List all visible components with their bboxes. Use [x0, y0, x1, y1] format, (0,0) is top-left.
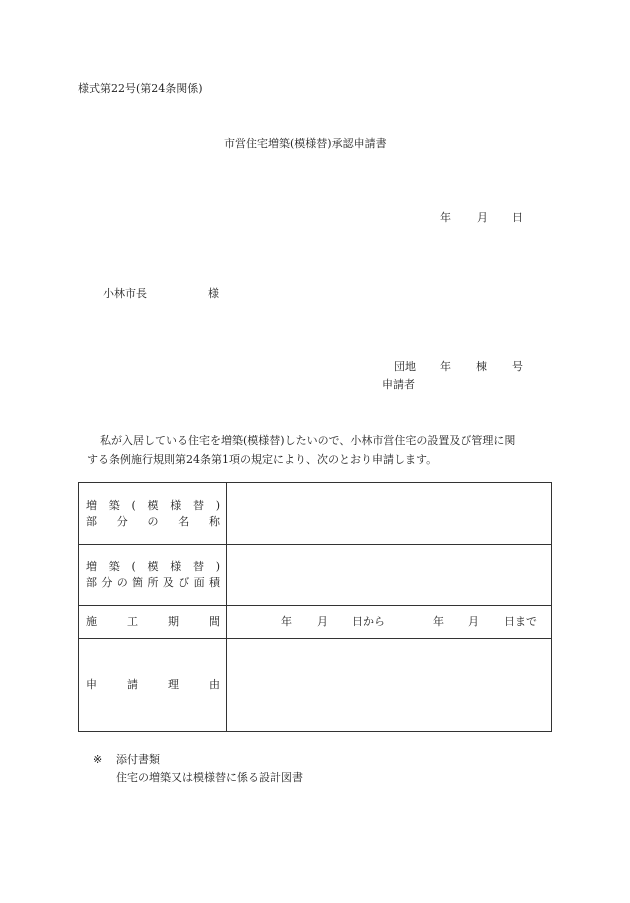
applicant-danchi: 団地: [394, 360, 416, 373]
field-construction-period[interactable]: [227, 606, 552, 639]
attachment-heading: 添付書類: [116, 753, 160, 766]
date-day-label: 日: [512, 211, 523, 224]
attachment-item: 住宅の増築又は模様替に係る設計図書: [116, 771, 303, 784]
period-start-day: 日から: [352, 615, 385, 628]
label-extension-part-name: [79, 483, 227, 545]
applicant-nen: 年: [440, 360, 451, 373]
label-line: 施 工 期 間: [86, 615, 220, 628]
field-application-reason[interactable]: [227, 639, 552, 732]
period-start-year: 年: [281, 615, 292, 628]
table-row-location: [79, 545, 552, 606]
period-end-day: 日まで: [504, 615, 537, 628]
applicant-gou: 号: [512, 360, 523, 373]
attachment-mark: ※: [93, 753, 103, 766]
date-year-label: 年: [440, 211, 451, 224]
label-line: 増 築 ( 模 様 替 ): [86, 498, 220, 512]
label-line: 部 分 の 箇 所 及 び 面 積: [86, 576, 220, 589]
document-title: 市営住宅増築(模様替)承認申請書: [224, 137, 387, 150]
table-row-name: [79, 483, 552, 545]
date-month-label: 月: [477, 211, 488, 224]
table-row-reason: [79, 639, 552, 732]
applicant-label: 申請者: [382, 378, 415, 391]
label-application-reason: [79, 639, 227, 732]
label-extension-part-location-area: [79, 545, 227, 606]
addressee-name: 小林市長: [103, 287, 147, 300]
body-line-1: 私が入居している住宅を増築(模様替)したいので、小林市営住宅の設置及び管理に関: [100, 434, 516, 447]
addressee-honorific: 様: [208, 287, 219, 300]
table-row-period: [79, 606, 552, 639]
period-end-year: 年: [433, 615, 444, 628]
label-line: 部 分 の 名 称: [86, 514, 220, 528]
label-line: 申 請 理 由: [86, 678, 220, 691]
field-extension-part-name[interactable]: [227, 483, 552, 545]
label-line: 増 築 ( 模 様 替 ): [86, 560, 220, 573]
form-number: 様式第22号(第24条関係): [78, 82, 203, 95]
applicant-tou: 棟: [476, 360, 487, 373]
application-table: [78, 482, 552, 732]
period-end-month: 月: [468, 615, 479, 628]
period-start-month: 月: [317, 615, 328, 628]
body-line-2: する条例施行規則第24条第1項の規定により、次のとおり申請します。: [87, 453, 438, 466]
field-extension-part-location-area[interactable]: [227, 545, 552, 606]
label-construction-period: [79, 606, 227, 639]
